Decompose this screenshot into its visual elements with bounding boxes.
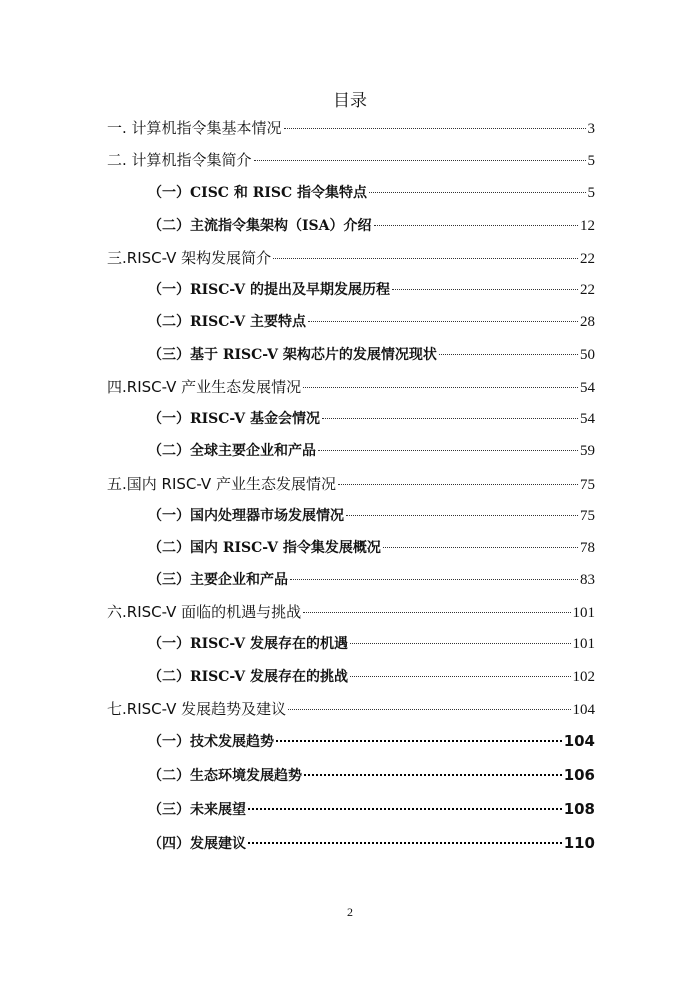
toc-entry-page: 75 (580, 508, 595, 524)
toc-entry[interactable] (148, 664, 595, 690)
toc-entry[interactable] (107, 696, 595, 722)
toc-entry[interactable] (148, 503, 595, 529)
toc-entry-label: （二）主流指令集架构（ISA）介绍 (148, 218, 372, 234)
toc-entry-label: （二）全球主要企业和产品 (148, 443, 316, 459)
toc-leader-dots (392, 288, 578, 290)
toc-entry[interactable] (148, 213, 595, 239)
toc-entry-label: （二）RISC-V 主要特点 (148, 314, 306, 330)
toc-leader-dots (303, 386, 578, 388)
toc-entry-page: 110 (563, 834, 595, 852)
toc-entry-page: 12 (580, 218, 595, 234)
toc-entry[interactable] (107, 471, 595, 497)
toc-leader-dots (308, 320, 578, 322)
toc-entry-page: 22 (580, 251, 595, 267)
toc-entry-label: 二. 计算机指令集简介 (107, 151, 252, 169)
toc-entry[interactable] (148, 342, 595, 368)
toc-entry-label: （二）国内 RISC-V 指令集发展概况 (148, 540, 381, 556)
toc-entry-label: （一）RISC-V 基金会情况 (148, 411, 320, 427)
toc-entry[interactable] (148, 631, 595, 657)
toc-entry-label: （四）发展建议 (148, 836, 246, 852)
toc-leader-dots (254, 159, 586, 161)
toc-leader-dots (248, 807, 562, 810)
toc-entry-page: 102 (572, 669, 595, 685)
toc-leader-dots (248, 841, 562, 844)
toc-leader-dots (304, 773, 562, 776)
toc-leader-dots (346, 514, 578, 516)
toc-leader-dots (290, 578, 578, 580)
toc-entry[interactable] (148, 535, 595, 561)
toc-leader-dots (322, 417, 578, 419)
toc-leader-dots (338, 483, 578, 485)
toc-entry-label: （一）RISC-V 的提出及早期发展历程 (148, 282, 390, 298)
toc-entry-page: 78 (580, 540, 595, 556)
toc-entry-page: 54 (580, 380, 595, 396)
toc-entry-page: 101 (572, 636, 595, 652)
toc-entry[interactable] (148, 728, 595, 754)
toc-entry-page: 28 (580, 314, 595, 330)
toc-entry-page: 101 (572, 605, 595, 621)
page-number: 2 (347, 905, 353, 919)
toc-entry-label: （三）未来展望 (148, 802, 246, 818)
toc-entry-page: 75 (580, 477, 595, 493)
toc-entry-page: 5 (587, 153, 595, 169)
toc-entry-label: （二）RISC-V 发展存在的挑战 (148, 669, 348, 685)
toc-entry[interactable] (148, 438, 595, 464)
toc-entry-label: （一）国内处理器市场发展情况 (148, 508, 344, 524)
toc-entry[interactable] (148, 567, 595, 593)
toc-entry-page: 108 (563, 800, 595, 818)
toc-entry-label: （一）CISC 和 RISC 指令集特点 (148, 185, 368, 201)
toc-entry-label: （一）技术发展趋势 (148, 734, 274, 750)
toc-entry-label: 六.RISC-V 面临的机遇与挑战 (107, 603, 302, 621)
toc-entry[interactable] (148, 796, 595, 822)
toc-leader-dots (273, 257, 578, 259)
toc-entry-label: （一）RISC-V 发展存在的机遇 (148, 636, 348, 652)
toc-leader-dots (350, 675, 571, 677)
toc-entry[interactable] (148, 180, 595, 206)
toc-entry-label: （三）基于 RISC-V 架构芯片的发展情况现状 (148, 347, 437, 363)
toc-entry[interactable] (148, 309, 595, 335)
toc-entry-label: 一. 计算机指令集基本情况 (107, 119, 282, 137)
toc-entry-label: 七.RISC-V 发展趋势及建议 (107, 700, 287, 718)
toc-entry-page: 22 (580, 282, 595, 298)
toc-entry[interactable] (107, 599, 595, 625)
toc-leader-dots (284, 127, 586, 129)
toc-leader-dots (369, 191, 585, 193)
toc-entry[interactable] (148, 277, 595, 303)
toc-entry-label: 三.RISC-V 架构发展简介 (107, 249, 272, 267)
toc-leader-dots (439, 353, 578, 355)
toc-leader-dots (288, 708, 570, 710)
toc-entry-page: 59 (580, 443, 595, 459)
toc-leader-dots (318, 449, 578, 451)
toc-entry-page: 54 (580, 411, 595, 427)
toc-leader-dots (383, 546, 578, 548)
toc-title: 目录 (333, 91, 367, 111)
toc-entry[interactable] (107, 374, 595, 400)
toc-leader-dots (374, 224, 578, 226)
toc-entry-label: （三）主要企业和产品 (148, 572, 288, 588)
toc-leader-dots (303, 611, 570, 613)
toc-entry-label: 四.RISC-V 产业生态发展情况 (107, 378, 302, 396)
toc-entry-page: 50 (580, 347, 595, 363)
toc-entry-page: 104 (572, 702, 595, 718)
toc-entry[interactable] (148, 762, 595, 788)
toc-entry-page: 5 (587, 185, 595, 201)
toc-entry-label: 五.国内 RISC-V 产业生态发展情况 (107, 475, 336, 493)
toc-entry[interactable] (107, 147, 595, 173)
toc-entry[interactable] (107, 115, 595, 141)
toc-entry-page: 106 (563, 766, 595, 784)
toc-entry[interactable] (148, 406, 595, 432)
toc-leader-dots (350, 642, 571, 644)
toc-entry-label: （二）生态环境发展趋势 (148, 768, 302, 784)
toc-entry[interactable] (148, 830, 595, 856)
toc-entry-page: 3 (587, 121, 595, 137)
toc-entry-page: 83 (580, 572, 595, 588)
toc-entry[interactable] (107, 245, 595, 271)
toc-entry-page: 104 (563, 732, 595, 750)
toc-leader-dots (276, 739, 562, 742)
